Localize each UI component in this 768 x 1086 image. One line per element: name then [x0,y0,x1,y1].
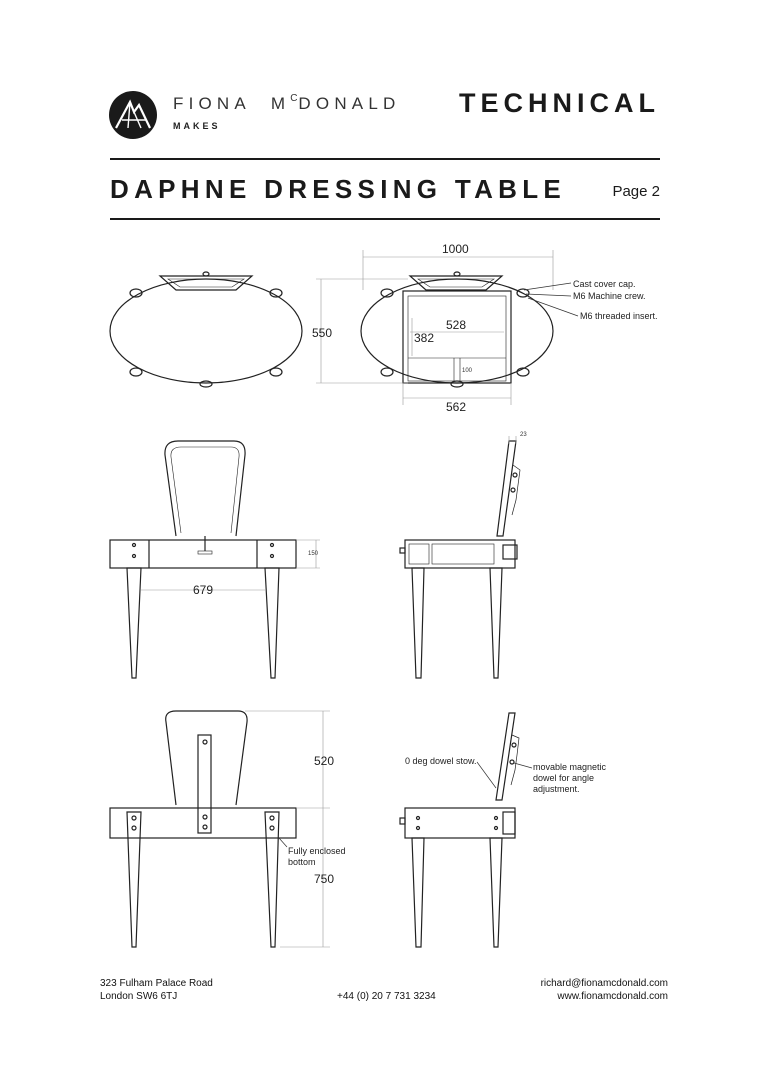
brand-sub: MAKES [173,121,221,131]
plan-view-top [110,272,302,387]
dim-top-depth: 550 [312,326,333,340]
note-magnetic-dowel: movable magnetic dowel for angle adjustment. [533,762,607,794]
section-title: TECHNICAL [459,88,660,118]
footer-address: 323 Fulham Palace Road London SW6 6TJ [100,978,213,1002]
footer-website[interactable]: www.fionamcdonald.com [557,991,668,1002]
note-machine-screw: M6 Machine crew. [573,291,646,301]
dim-drawer-depth: 382 [414,331,435,345]
dim-mirror-height: 520 [314,754,335,768]
dim-top-width: 1000 [442,242,469,256]
footer-contact [541,977,668,1003]
note-fully-enclosed: Fully enclosed bottom [288,846,346,867]
dim-base-width: 562 [446,400,467,414]
page-number: Page 2 [612,183,660,200]
rear-elevation [110,711,296,947]
side-elevation-rear [400,713,519,947]
footer-email[interactable]: richard@fionamcdonald.com [540,978,668,989]
dim-apron-height: 150 [308,551,319,557]
page-title: DAPHNE DRESSING TABLE [110,174,567,204]
note-cast-cover-cap: Cast cover cap. [573,279,636,289]
dim-mirror-gap: 23 [520,432,527,438]
dim-table-height: 750 [314,872,335,886]
dim-leg-span: 679 [193,583,214,597]
footer-phone: +44 (0) 20 7 731 3234 [337,991,436,1002]
dim-small-compartment: 100 [462,368,473,374]
note-dowel-stow: 0 deg dowel stow. [405,756,477,766]
brand-name: FIONA $M^CDONALD$ [173,93,401,113]
note-threaded-insert: M6 threaded insert. [580,311,658,321]
front-elevation [110,441,296,678]
dim-drawer-width: 528 [446,318,467,332]
side-elevation [400,441,520,678]
